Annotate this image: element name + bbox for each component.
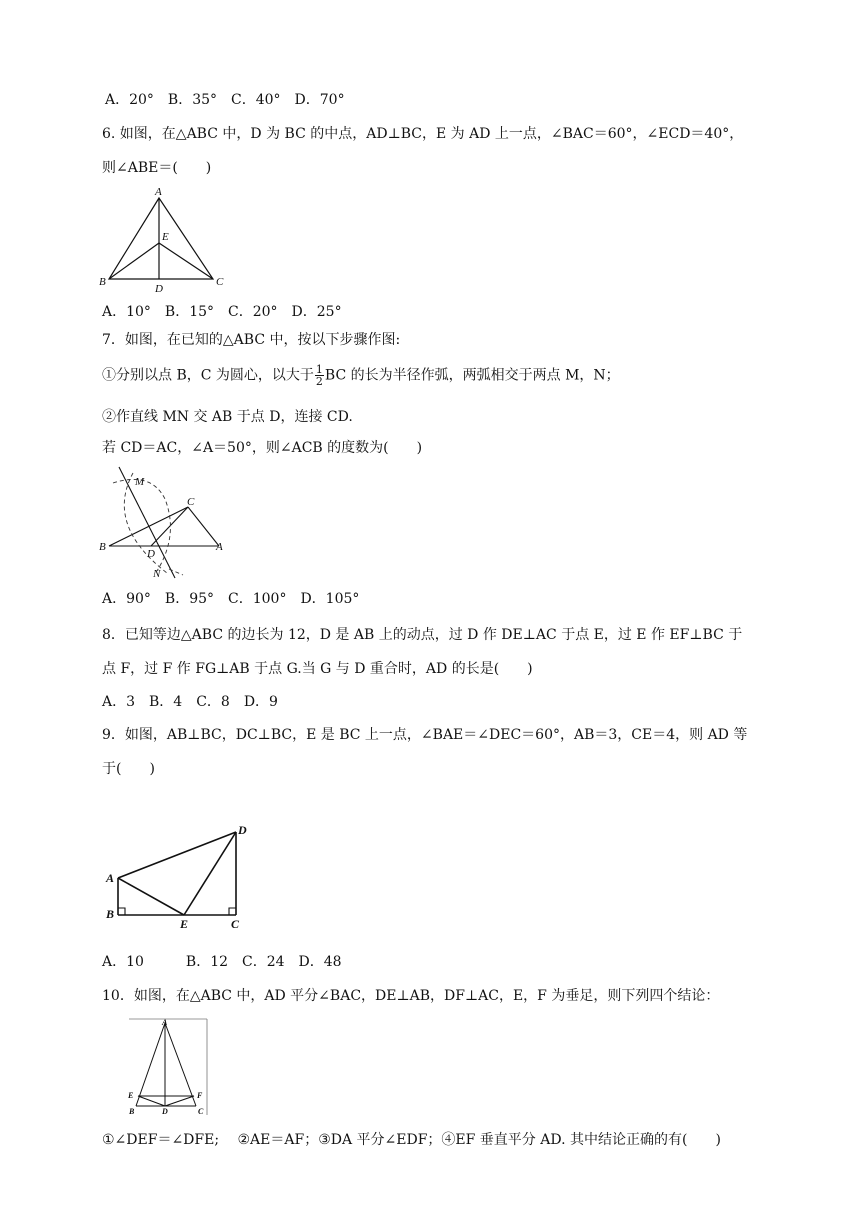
- q10-conclusions: ①∠DEF＝∠DFE; ②AE＝AF；③DA 平分∠EDF；④EF 垂直平分 AD. 其中结论正确的有( ): [102, 1132, 721, 1148]
- q9-label-e: E: [180, 917, 189, 931]
- q7-step2: ②作直线 MN 交 AB 于点 D，连接 CD.: [102, 409, 353, 425]
- q6-figure: [95, 185, 235, 295]
- q7-frac-num: 1: [315, 363, 323, 376]
- q9-label-c: C: [231, 917, 240, 931]
- q8-stem-line2: 点 F，过 F 作 FG⊥AB 于点 G.当 G 与 D 重合时，AD 的长是( ): [102, 661, 533, 677]
- q6-stem-line2: 则∠ABE＝( ): [102, 160, 212, 176]
- q7-step1-post: BC 的长为半径作弧，两弧相交于两点 M，N；: [324, 367, 620, 384]
- q10-label-d: D: [162, 1107, 168, 1116]
- q10-stem-line1: 10．如图，在△ABC 中，AD 平分∠BAC，DE⊥AB，DF⊥AC，E，F 为垂足，则下列四个结论：: [102, 988, 720, 1004]
- q7-label-a: A: [216, 541, 223, 553]
- q6-options: A．10° B．15° C．20° D．25°: [102, 304, 342, 320]
- q7-label-b: B: [99, 541, 106, 553]
- q8-stem-line1: 8．已知等边△ABC 的边长为 12，D 是 AB 上的动点，过 D 作 DE⊥AC 于点 E，过 E 作 EF⊥BC 于: [102, 627, 743, 643]
- q9-label-a: A: [106, 871, 115, 885]
- q10-label-b: B: [129, 1107, 135, 1116]
- q10-label-c: C: [198, 1107, 204, 1116]
- q6-label-c: C: [216, 276, 224, 288]
- q9-label-d: D: [238, 823, 247, 837]
- q6-label-e: E: [162, 231, 169, 243]
- q5-options: A．20° B．35° C．40° D．70°: [105, 92, 345, 108]
- q7-frac-den: 2: [315, 375, 323, 388]
- q9-label-b: B: [106, 907, 115, 921]
- q7-step1-pre: ①分别以点 B，C 为圆心，以大于: [102, 367, 314, 384]
- q9-options: A．10 B．12 C．24 D．48: [102, 954, 342, 970]
- q9-figure: [98, 820, 258, 935]
- q7-condition: 若 CD＝AC，∠A＝50°，则∠ACB 的度数为( ): [102, 440, 423, 456]
- q7-stem-line1: 7．如图，在已知的△ABC 中，按以下步骤作图:: [102, 332, 401, 348]
- q7-label-c: C: [187, 496, 195, 508]
- q10-label-e: E: [128, 1091, 134, 1100]
- q7-options: A．90° B．95° C．100° D．105°: [102, 591, 360, 607]
- q7-label-d: D: [147, 548, 155, 560]
- q6-label-a: A: [155, 186, 162, 198]
- q6-label-d: D: [155, 283, 163, 295]
- q7-step1: [102, 364, 620, 387]
- q10-figure: [125, 1017, 215, 1117]
- q8-options: A．3 B．4 C．8 D．9: [102, 694, 278, 710]
- q9-stem-line2: 于( ): [102, 761, 155, 777]
- q7-figure: [95, 465, 240, 583]
- q6-stem-line1: 6. 如图，在△ABC 中，D 为 BC 的中点，AD⊥BC，E 为 AD 上一点，∠BAC＝60°，∠ECD＝40°，: [102, 126, 744, 142]
- q6-label-b: B: [99, 276, 106, 288]
- q10-label-f: F: [197, 1091, 203, 1100]
- q9-stem-line1: 9．如图，AB⊥BC，DC⊥BC，E 是 BC 上一点，∠BAE＝∠DEC＝60°，AB＝3，CE＝4，则 AD 等: [102, 727, 748, 743]
- q10-label-a: A: [162, 1018, 168, 1027]
- q7-label-m: M: [135, 476, 145, 488]
- q7-label-n: N: [153, 568, 161, 580]
- q7-fraction: [315, 364, 324, 387]
